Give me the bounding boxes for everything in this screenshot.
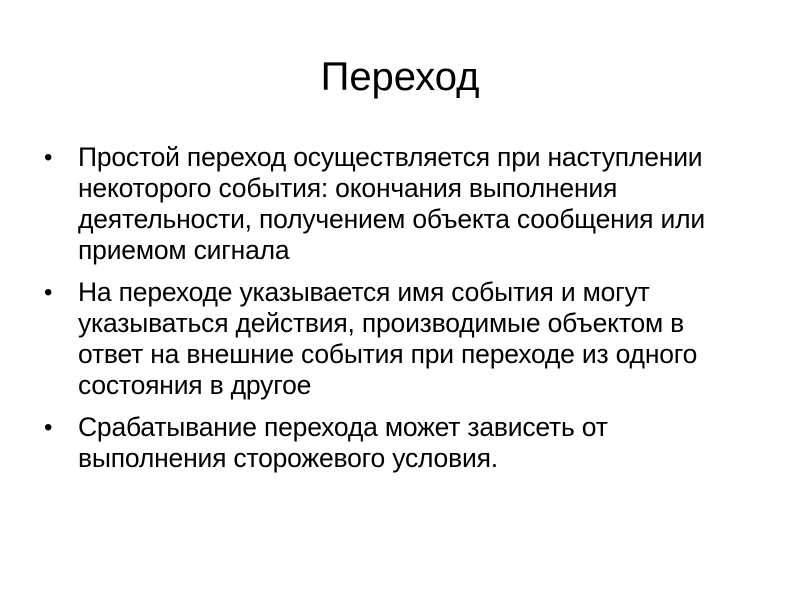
bullet-text: Срабатывание перехода может зависеть от выполнения сторожевого условия. [78, 412, 608, 473]
bullet-dot-icon: • [44, 144, 53, 171]
bullet-dot-icon: • [44, 414, 53, 441]
slide-title: Переход [320, 55, 480, 99]
bullet-list [40, 142, 755, 485]
bullet-item [40, 142, 755, 266]
bullet-text: На переходе указывается имя события и могут указываться действия, производимые объектом в ответ на внешние события при переходе из одного состояния в другое [78, 277, 698, 400]
bullet-text: Простой переход осуществляется при наступлении некоторого события: окончания выполнения деятельности, получением объекта сообщения или приемом сигнала [78, 142, 705, 265]
bullet-dot-icon: • [44, 279, 53, 306]
bullet-item [40, 412, 755, 474]
bullet-item [40, 277, 755, 401]
